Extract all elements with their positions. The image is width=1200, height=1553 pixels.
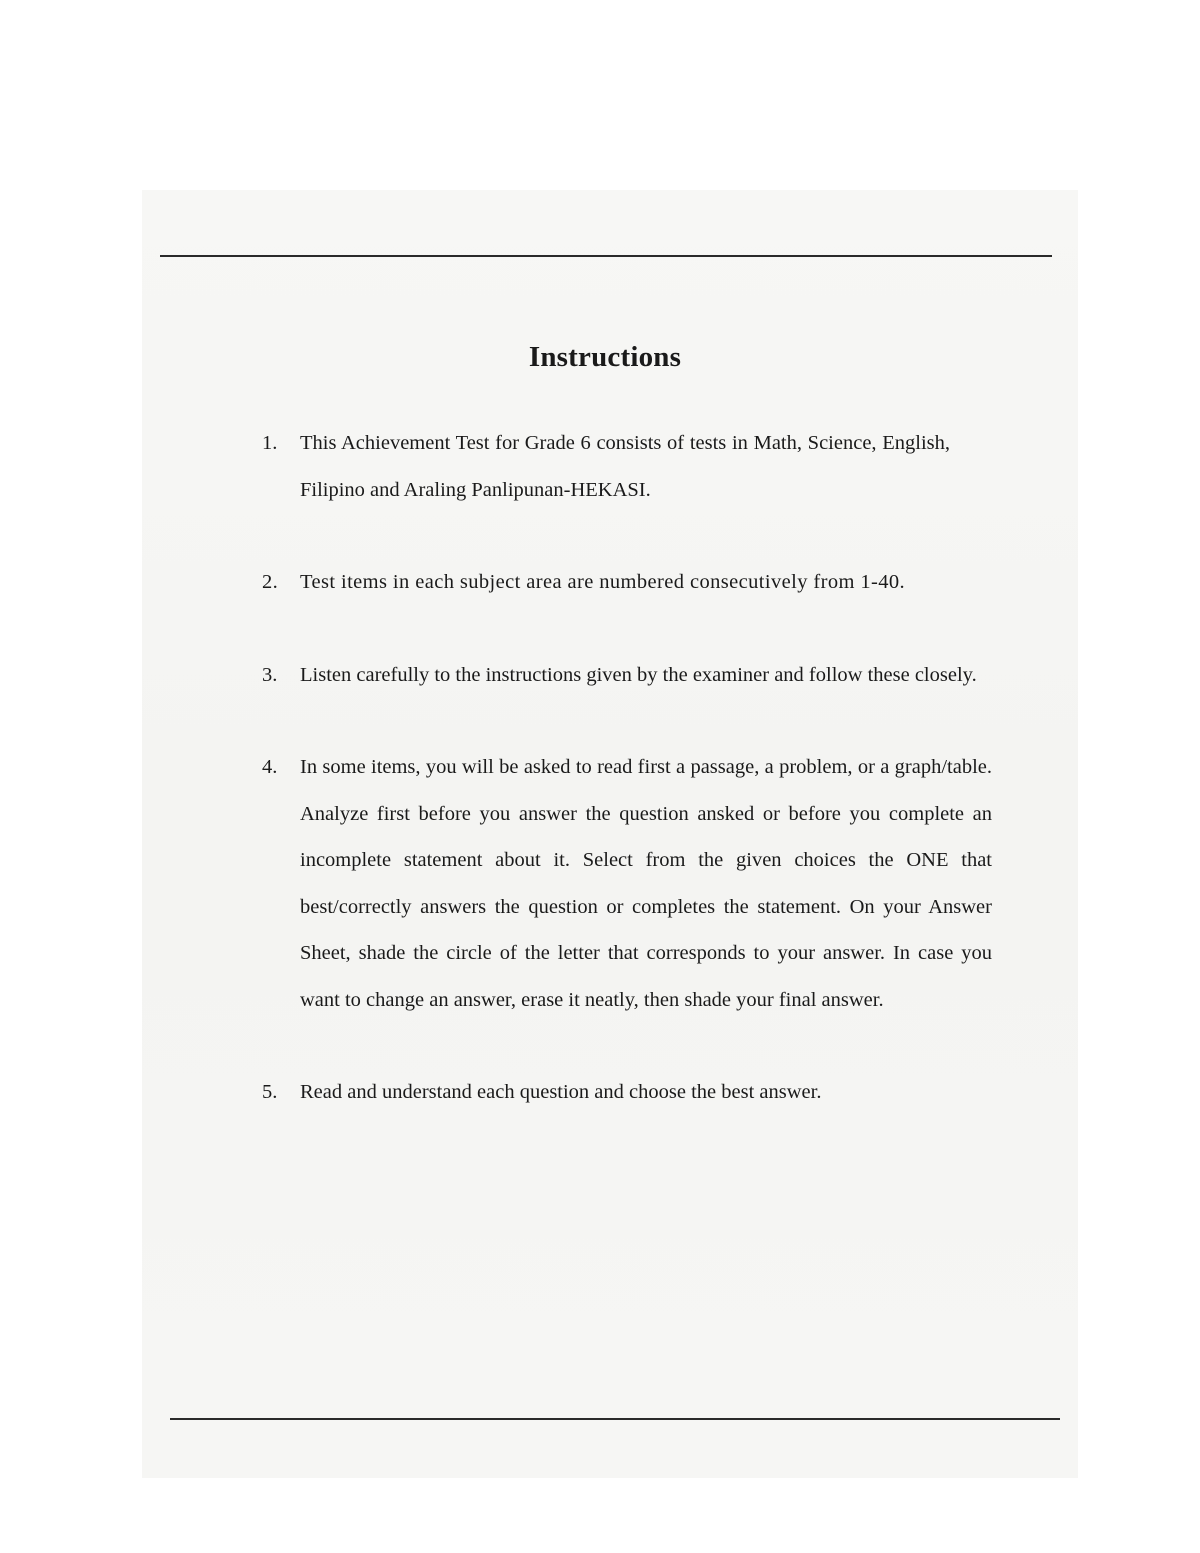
instruction-text: Read and understand each question and choose the best answer. — [300, 1081, 822, 1103]
page-title: Instructions — [528, 341, 682, 374]
instruction-text: In some items, you will be asked to read first a passage, a problem, or a graph/table. Analyze first before you answer the question ansked or before you complete an incomplete statement about it. Select from the given choices the ONE that best/correctly answers the question or completes the statement. On your Answer Sheet, shade the circle of the letter that corresponds to your answer. In case you want to change an answer, erase it neatly, then shade your final answer. — [300, 756, 992, 1011]
instruction-number: 5. — [262, 1081, 278, 1103]
instruction-item-1 — [262, 420, 950, 513]
instruction-number: 1. — [262, 432, 278, 454]
bottom-rule — [170, 1418, 1060, 1420]
instruction-number: 2. — [262, 571, 279, 593]
instruction-item-4 — [262, 744, 992, 1023]
instruction-item-3 — [262, 652, 990, 699]
instruction-text: Listen carefully to the instructions given by the examiner and follow these closely. — [300, 663, 977, 686]
instruction-number: 4. — [262, 756, 278, 778]
instruction-text: Test items in each subject area are numbered consecutively from 1-40. — [300, 571, 906, 593]
spacer — [262, 606, 962, 652]
instruction-number: 3. — [262, 663, 278, 686]
instruction-text: This Achievement Test for Grade 6 consists of tests in Math, Science, English, Filipino and Araling Panlipunan-HEKASI. — [300, 432, 950, 501]
top-rule — [160, 255, 1052, 257]
instruction-item-2 — [262, 559, 986, 606]
instructions-list — [262, 420, 992, 1116]
spacer — [262, 698, 962, 744]
spacer — [262, 1023, 962, 1069]
instruction-item-5 — [262, 1069, 990, 1116]
spacer — [262, 513, 962, 559]
